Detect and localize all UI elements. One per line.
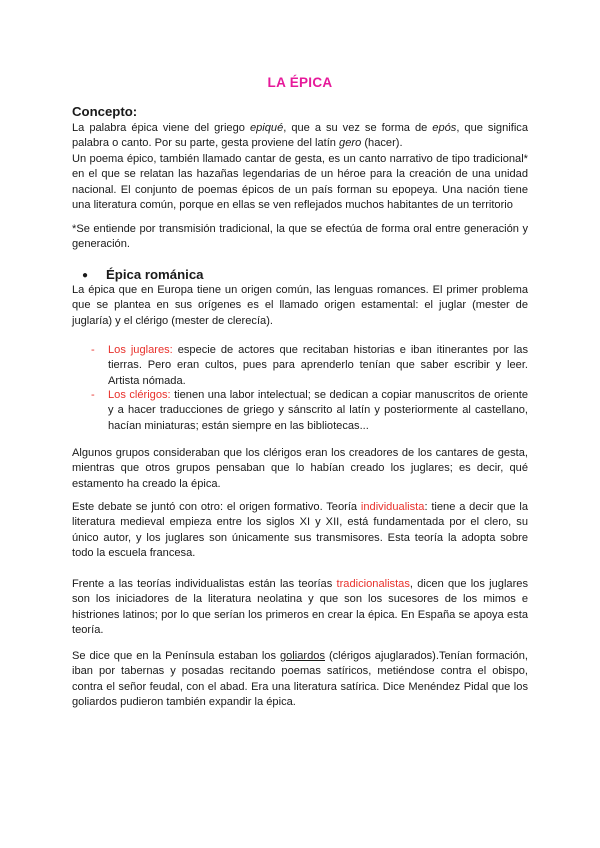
dash-bullet-icon: - <box>91 344 95 356</box>
tradicional-footnote: *Se entiende por transmisión tradicional, la que se efectúa de forma oral entre generación y generación. <box>72 223 528 251</box>
juglares-text: especie de actores que recitaban historias e iban itinerantes por las tierras. Pero eran cultos, pues para aprenderlo tenían que saber escribir y leer. Artista nómada. <box>108 344 528 387</box>
tradicionalistas-term: tradicionalistas <box>336 578 410 590</box>
list-item-juglares <box>92 343 528 389</box>
romanica-paragraph-4: Frente a las teorías individualistas están las teorías tradicionalistas, dicen que los juglares son los iniciadores de la literatura neolatina y que son los sucesores de los mimos e histriones latinos; por lo que serían los primeros en crear la épica. En España se apoya esta teoría. <box>72 578 528 637</box>
concepto-heading: Concepto: <box>72 104 138 119</box>
clerigos-text: tienen una labor intelectual; se dedican a copiar manuscritos de oriente y a hacer traducciones de griego y sánscrito al latín y posteriormente al castellano, hacían miniaturas; están siempre en las bibliotecas... <box>108 389 528 432</box>
goliardos-term: goliardos <box>279 650 325 662</box>
romanica-paragraph-2: Algunos grupos consideraban que los clérigos eran los creadores de los cantares de gesta, mientras que otros grupos pensaban que lo habían creado los juglares; es decir, qué estamento ha creado la épica. <box>72 447 528 490</box>
page-title: LA ÉPICA <box>267 75 333 90</box>
clerigos-term: Los clérigos: <box>108 389 171 401</box>
bullet-icon: ● <box>82 270 89 281</box>
concepto-paragraph-1: La palabra épica viene del griego epiqué, que a su vez se forma de epós, que significa palabra o canto. Por su parte, gesta proviene del latín gero (hacer). <box>72 122 528 150</box>
romanica-paragraph-5: Se dice que en la Península estaban los goliardos (clérigos ajuglarados).Tenían formación, iban por tabernas y posadas recitando poemas satíricos, metiéndose contra el obispo, contra el señor feudal, con el abad. Era una literatura satírica. Dice Menéndez Pidal que los goliardos pudieron también expandir la épica. <box>72 650 528 709</box>
concepto-paragraph-2: Un poema épico, también llamado cantar de gesta, es un canto narrativo de tipo tradicional* en el que se relatan las hazañas legendarias de un héroe para la creación de una unidad nacional. El conjunto de poemas épicos de un país forman su epopeya. Una nación tiene una literatura común, porque en ellas se ven reflejados muchos habitantes de un territorio <box>72 153 528 212</box>
juglares-term: Los juglares: <box>108 344 173 356</box>
individualista-term: individualista <box>360 501 425 513</box>
romanica-paragraph-3: Este debate se juntó con otro: el origen formativo. Teoría individualista: tiene a decir que la literatura medieval empieza entre los siglos XI y XII, está fundamentada por el clero, su único autor, y los juglares son únicamente sus transmisores. Esta teoría la adopta sobre todo la escuela francesa. <box>72 501 528 560</box>
romanica-paragraph-1: La épica que en Europa tiene un origen común, las lenguas romances. El primer problema que se plantea en sus orígenes es el llamado origen estamental: el juglar (mester de juglaría) y el clérigo (mester de clerecía). <box>72 284 528 327</box>
epica-romanica-heading <box>82 267 203 282</box>
epica-romanica-title: Épica románica <box>106 267 204 282</box>
dash-bullet-icon: - <box>91 389 95 401</box>
list-item-clerigos <box>92 388 528 434</box>
